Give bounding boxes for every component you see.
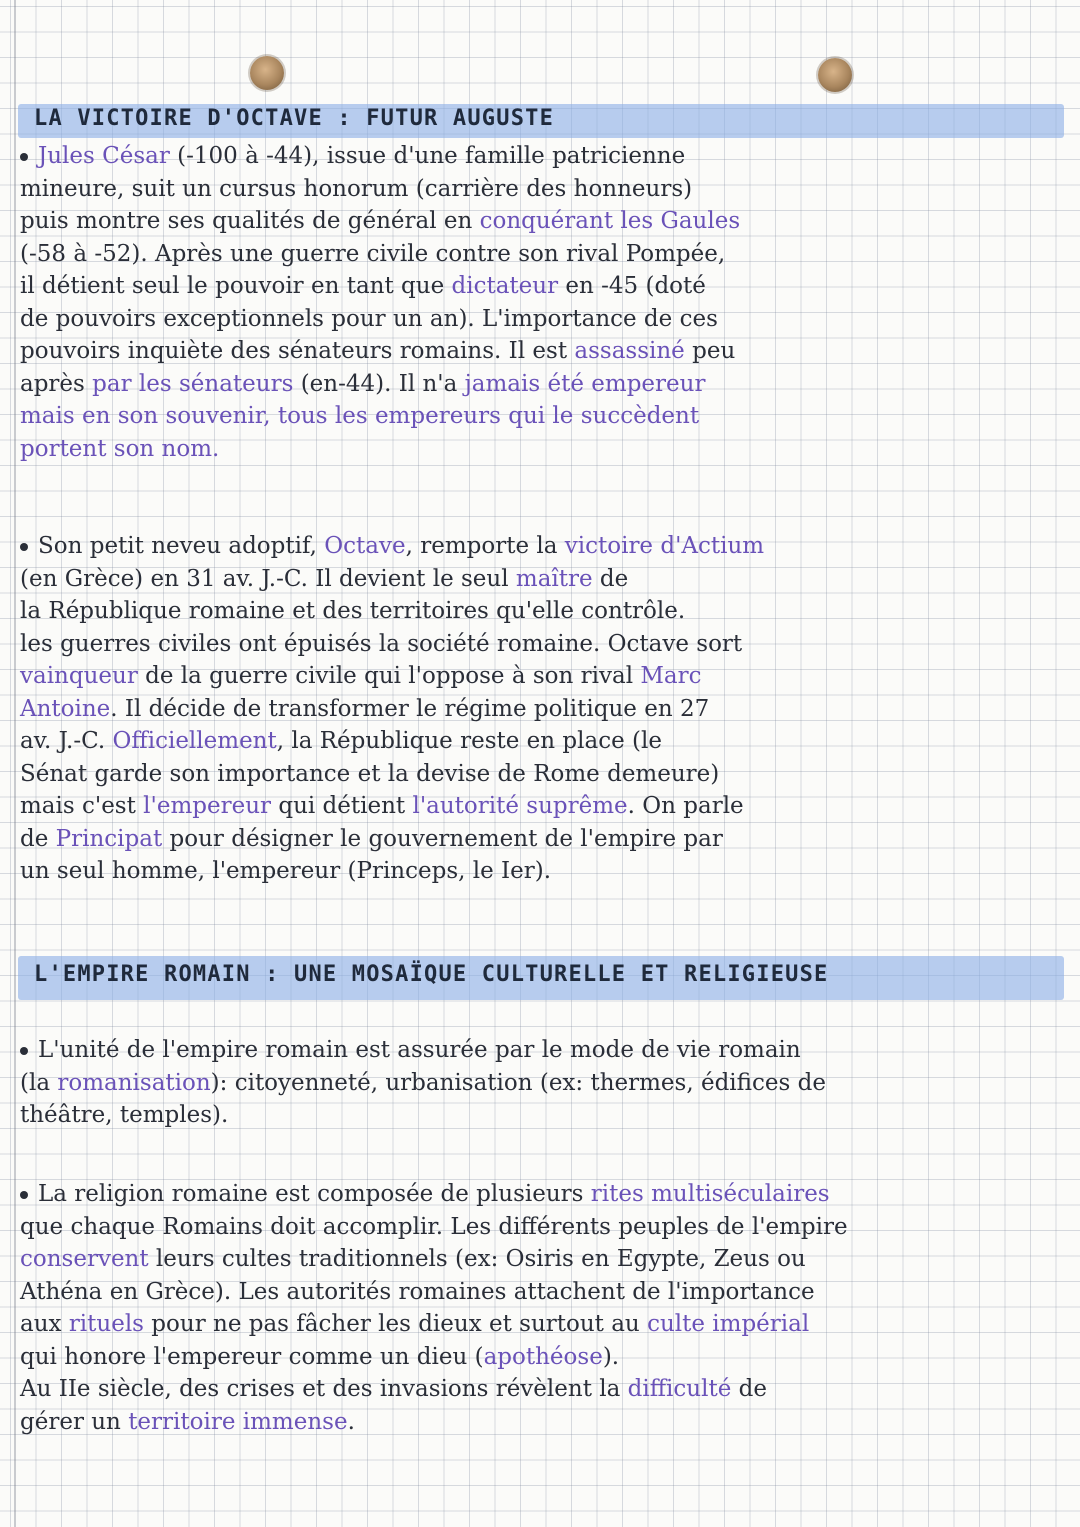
text-line: la République romaine et des territoires qu'elle contrôle.: [20, 598, 686, 624]
text-line: un seul homme, l'empereur (Princeps, le Ier).: [20, 858, 552, 884]
paragraph-religion: [20, 1178, 1066, 1438]
section-title-octave: LA VICTOIRE D'OCTAVE : FUTUR AUGUSTE: [34, 106, 555, 131]
text-line: (en Grèce) en 31 av. J.-C. Il devient le seul maître de: [20, 565, 629, 592]
text-line: La religion romaine est composée de plusieurs rites multiséculaires: [20, 1178, 1066, 1211]
text-line: puis montre ses qualités de général en conquérant les Gaules: [20, 208, 741, 234]
text-line: qui honore l'empereur comme un dieu (apothéose).: [20, 1343, 620, 1370]
text-line: portent son nom.: [20, 435, 220, 462]
text-line: mais en son souvenir, tous les empereurs qui le succèdent: [20, 403, 700, 429]
text-line: av. J.-C. Officiellement, la République reste en place (le: [20, 728, 662, 754]
text-line: (-58 à -52). Après une guerre civile contre son rival Pompée,: [20, 240, 726, 267]
text-line: L'unité de l'empire romain est assurée par le mode de vie romain: [20, 1034, 1066, 1067]
text-line: les guerres civiles ont épuisés la société romaine. Octave sort: [20, 630, 743, 657]
text-line: mineure, suit un cursus honorum (carrière des honneurs): [20, 175, 693, 202]
punch-hole-left: [250, 56, 284, 90]
text-line: après par les sénateurs (en-44). Il n'a jamais été empereur: [20, 370, 706, 397]
paragraph-romanisation: [20, 1034, 1066, 1132]
paragraph-jules-cesar: [20, 140, 1066, 465]
text-line: pouvoirs inquiète des sénateurs romains. Il est assassiné peu: [20, 338, 736, 364]
text-line: aux rituels pour ne pas fâcher les dieux et surtout au culte impérial: [20, 1311, 810, 1337]
text-line: Sénat garde son importance et la devise de Rome demeure): [20, 760, 720, 787]
text-line: Au IIe siècle, des crises et des invasions révèlent la difficulté de: [20, 1376, 767, 1402]
text-line: que chaque Romains doit accomplir. Les différents peuples de l'empire: [20, 1213, 848, 1240]
text-line: théâtre, temples).: [20, 1102, 229, 1128]
text-line: de pouvoirs exceptionnels pour un an). L'importance de ces: [20, 305, 718, 332]
text-line: Antoine. Il décide de transformer le régime politique en 27: [20, 695, 710, 722]
section-title-empire: L'EMPIRE ROMAIN : UNE MOSAÏQUE CULTURELLE ET RELIGIEUSE: [34, 962, 829, 987]
text-line: (la romanisation): citoyenneté, urbanisation (ex: thermes, édifices de: [20, 1069, 826, 1096]
text-line: mais c'est l'empereur qui détient l'autorité suprême. On parle: [20, 793, 744, 819]
margin-line: [14, 0, 16, 1527]
bullet: [20, 543, 28, 551]
punch-hole-right: [818, 58, 852, 92]
text-line: il détient seul le pouvoir en tant que dictateur en -45 (doté: [20, 273, 706, 299]
bullet: [20, 1047, 28, 1055]
text-line: conservent leurs cultes traditionnels (ex: Osiris en Egypte, Zeus ou: [20, 1246, 806, 1272]
text-line: Jules César (-100 à -44), issue d'une famille patricienne: [20, 140, 1066, 173]
text-line: gérer un territoire immense.: [20, 1408, 355, 1435]
text-line: Son petit neveu adoptif, Octave, remporte la victoire d'Actium: [20, 530, 1066, 563]
bullet: [20, 1191, 28, 1199]
bullet: [20, 153, 28, 161]
text-line: de Principat pour désigner le gouvernement de l'empire par: [20, 825, 723, 852]
paragraph-octave: [20, 530, 1066, 888]
text-line: vainqueur de la guerre civile qui l'oppose à son rival Marc: [20, 663, 702, 689]
text-line: Athéna en Grèce). Les autorités romaines attachent de l'importance: [20, 1278, 815, 1305]
